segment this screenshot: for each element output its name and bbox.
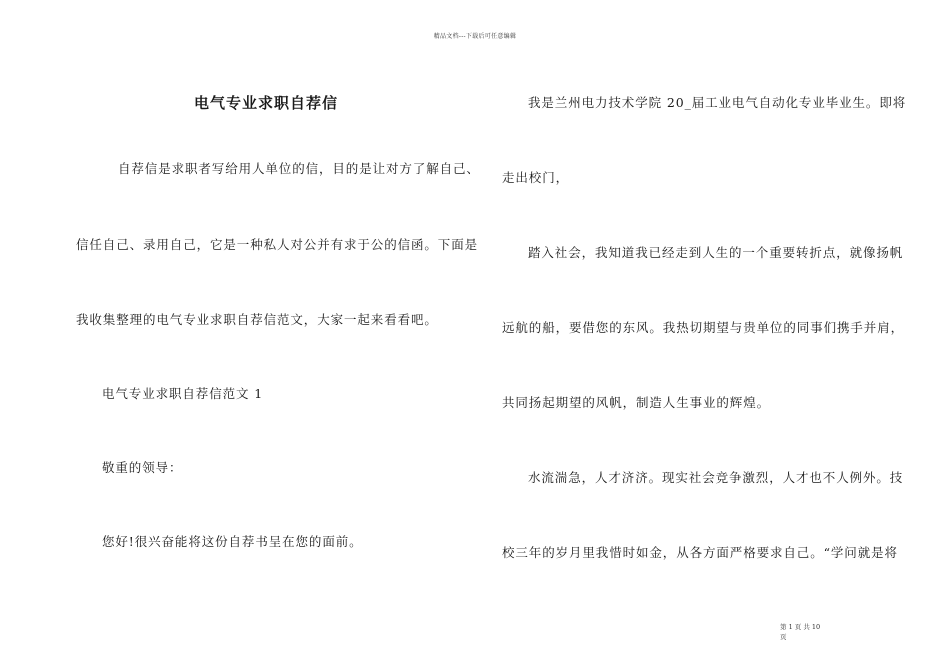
paragraph-line: 远航的船，要借您的东风。我热切期望与贵单位的同事们携手并肩，: [502, 320, 905, 335]
page-number-line: 页: [780, 633, 787, 641]
paragraph-line: 水流湍急，人才济济。现实社会竞争激烈，人才也不人例外。技: [528, 470, 904, 485]
paragraph-line: 校三年的岁月里我惜时如金，从各方面严格要求自己。“学问就是将: [502, 545, 898, 560]
page-number: [780, 622, 840, 642]
paragraph-line: 信任自己、录用自己，它是一种私人对公并有求于公的信函。下面是: [76, 237, 479, 252]
page-header: 精品文档---下载后可任意编辑: [433, 33, 517, 40]
paragraph-line: 您好!很兴奋能将这份自荐书呈在您的面前。: [102, 534, 363, 549]
section-heading: 电气专业求职自荐信范文 1: [102, 386, 264, 401]
paragraph-line: 共同扬起期望的风帆，制造人生事业的辉煌。: [502, 395, 771, 410]
document-title: 电气专业求职自荐信: [193, 94, 338, 112]
salutation: 敬重的领导：: [102, 460, 183, 475]
paragraph-line: 我是兰州电力技术学院 20_届工业电气自动化专业毕业生。即将: [528, 95, 907, 110]
page-number-line: 第 1 页 共 10: [780, 623, 821, 631]
paragraph-line: 踏入社会，我知道我已经走到人生的一个重要转折点，就像扬帆: [528, 245, 904, 260]
paragraph-line: 我收集整理的电气专业求职自荐信范文，大家一起来看看吧。: [76, 312, 438, 327]
paragraph-line: 自荐信是求职者写给用人单位的信，目的是让对方了解自己、: [118, 161, 480, 176]
paragraph-line: 走出校门，: [502, 170, 570, 185]
